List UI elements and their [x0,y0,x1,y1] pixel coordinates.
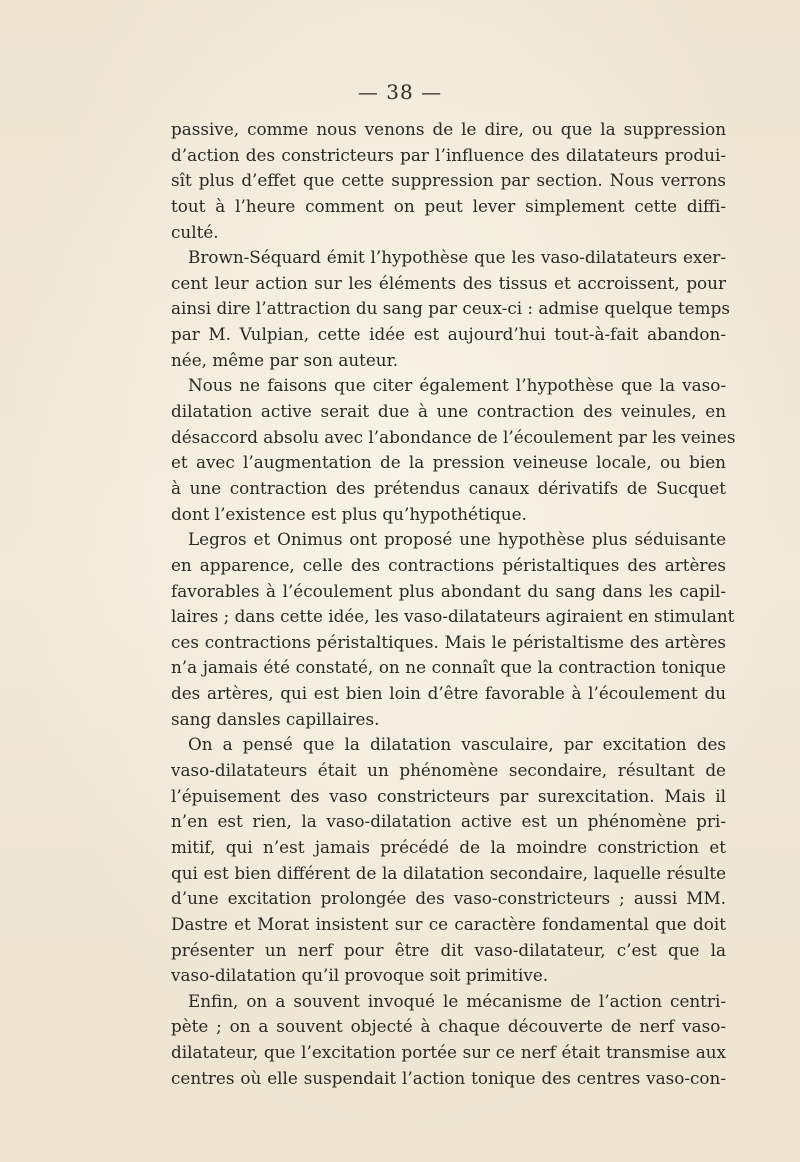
body-text [171,117,736,1091]
text-line: d’une excitation prolongée des vaso-constricteurs ; aussi MM. [171,888,726,909]
text-line: passive, comme nous venons de le dire, ou que la suppression [171,119,726,139]
text-line: des artères, qui est bien loin d’être favorable à l’écoulement du [171,683,726,704]
text-line: à une contraction des prétendus canaux dérivatifs de Sucquet [171,477,726,498]
text-line: centres où elle suspendait l’action tonique des centres vaso-con- [171,1067,726,1088]
text-line: tout à l’heure comment on peut lever simplement cette diffi- [171,195,726,216]
page-number: — 38 — [357,80,443,104]
text-line: dilatateur, que l’excitation portée sur ce nerf était transmise aux [171,1042,726,1063]
text-line: l’épuisement des vaso constricteurs par surexcitation. Mais il [171,785,726,806]
text-line: Dastre et Morat insistent sur ce caractère fondamental que doit [171,913,726,934]
text-line: Legros et Onimus ont proposé une hypothèse plus séduisante [188,529,726,550]
text-line: par M. Vulpian, cette idée est aujourd’hui tout-à-fait abandon- [171,324,726,345]
text-line: d’action des constricteurs par l’influence des dilatateurs produi- [171,144,726,165]
text-line: désaccord absolu avec l’abondance de l’écoulement par les veines [171,426,736,447]
text-line: Nous ne faisons que citer également l’hypothèse que la vaso- [188,375,726,396]
text-line: mitif, qui n’est jamais précédé de la moindre constriction et [171,836,726,857]
text-line: ainsi dire l’attraction du sang par ceux-ci : admise quelque temps [171,298,730,319]
text-line: favorables à l’écoulement plus abondant du sang dans les capil- [171,580,726,601]
text-line: vaso-dilatateurs était un phénomène secondaire, résultant de [171,760,726,781]
text-line: vaso-dilatation qu’il provoque soit primitive. [171,965,549,986]
text-line: On a pensé que la dilatation vasculaire, par excitation des [188,734,726,755]
text-line: pète ; on a souvent objecté à chaque découverte de nerf vaso- [171,1016,726,1037]
text-line: cent leur action sur les éléments des tissus et accroissent, pour [171,272,726,293]
text-line: qui est bien différent de la dilatation secondaire, laquelle résulte [171,862,726,883]
text-line: en apparence, celle des contractions péristaltiques des artères [171,554,726,575]
text-line: Brown-Séquard émit l’hypothèse que les vaso-dilatateurs exer- [188,247,726,268]
text-line: présenter un nerf pour être dit vaso-dilatateur, c’est que la [171,939,726,960]
text-line: dilatation active serait due à une contraction des veinules, en [171,401,726,422]
text-line: laires ; dans cette idée, les vaso-dilatateurs agiraient en stimulant [171,606,735,627]
text-line: née, même par son auteur. [171,349,399,370]
text-line: dont l’existence est plus qu’hypothétique. [171,503,527,524]
text-line: sang dansles capillaires. [171,708,380,729]
text-line: et avec l’augmentation de la pression veineuse locale, ou bien [171,452,726,473]
text-line: n’a jamais été constaté, on ne connaît que la contraction tonique [171,657,726,678]
text-line: culté. [171,221,219,242]
text-line: Enfin, on a souvent invoqué le mécanisme de l’action centri- [188,990,726,1011]
text-line: sît plus d’effet que cette suppression par section. Nous verrons [171,170,726,191]
text-line: ces contractions péristaltiques. Mais le péristaltisme des artères [171,631,726,652]
text-line: n’en est rien, la vaso-dilatation active est un phénomène pri- [171,811,726,832]
